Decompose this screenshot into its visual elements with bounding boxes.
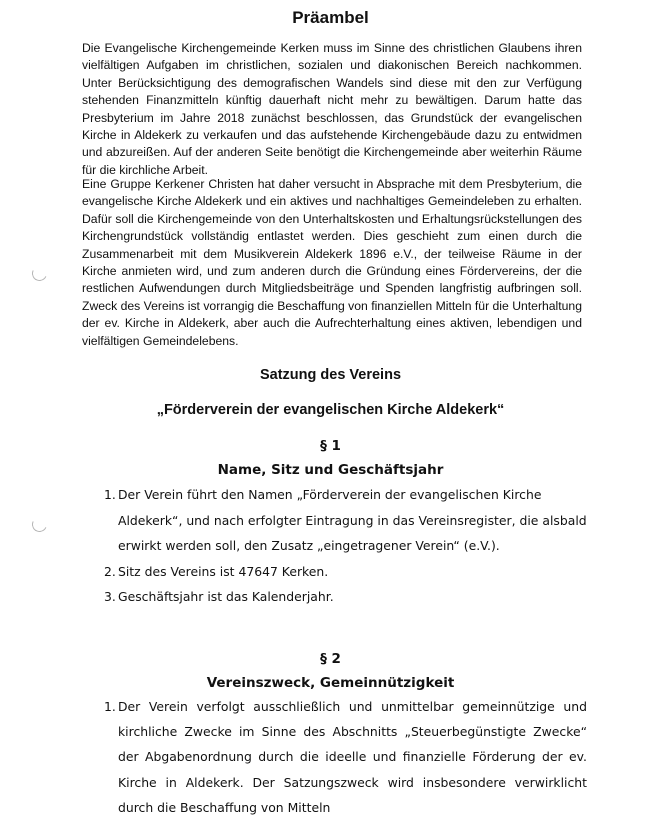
- verein-name-heading: „Förderverein der evangelischen Kirche Aldekerk“: [156, 402, 505, 418]
- section-title: Name, Sitz und Geschäftsjahr: [217, 462, 444, 478]
- list-item-text: Geschäftsjahr ist das Kalenderjahr.: [118, 589, 334, 604]
- section-title: Vereinszweck, Gemeinnützigkeit: [206, 675, 455, 691]
- list-item: [82, 584, 587, 610]
- list-item-text: Der Verein führt den Namen „Förderverein der evangelischen Kirche Aldekerk“, und nach erfolgter Eintragung in das Vereinsregister, die alsbald erwirkt werden soll, den Zusatz „eingetragener Verein“ (e.V.).: [118, 487, 587, 553]
- list-item-number: 3.: [104, 589, 116, 604]
- list-item-text: Sitz des Vereins ist 47647 Kerken.: [118, 563, 329, 579]
- list-item: [82, 694, 587, 820]
- section-number: § 2: [320, 651, 341, 667]
- praeambel-title: Präambel: [292, 8, 369, 27]
- section-number: § 1: [320, 438, 341, 454]
- list-item-number: 1.: [104, 699, 116, 714]
- praeambel-paragraph-1: Die Evangelische Kirchengemeinde Kerken muss im Sinne des christlichen Glaubens ihren vielfältigen Aufgaben im christlichen, sozialen und diakonischen Bereich nachkommen. Unter Berücksichtigung des demografischen Wandels sind diese mit den zur Verfügung stehenden Finanzmitteln künftig dauerhaft nicht mehr zu bewältigen. Darum hatte das Presbyterium im Jahre 2018 zunächst beschlossen, das Grundstück der evangelischen Kirche in Aldekerk zu verkaufen und das aufstehende Kirchengebäude dazu zu entwidmen und abzureißen. Auf der anderen Seite benötigt die Kirchengemeinde aber weiterhin Räume für die kirchliche Arbeit.: [82, 41, 582, 177]
- list-item: [82, 482, 587, 559]
- punch-hole-mark: [30, 264, 49, 283]
- list-item-number: 2.: [104, 563, 116, 579]
- list-item-number: 1.: [104, 487, 116, 502]
- satzung-title: Satzung des Vereins: [259, 367, 402, 383]
- punch-hole-mark: [30, 515, 49, 534]
- section-2-list: [82, 694, 587, 820]
- section-1-list: [82, 482, 587, 610]
- list-item-text: Der Verein verfolgt ausschließlich und unmittelbar gemeinnützige und kirchliche Zwecke im Sinne des Abschnitts „Steuerbegünstigte Zwecke“ der Abgabenordnung durch die ideelle und finanzielle Förderung der ev. Kirche in Aldekerk. Der Satzungszweck wird insbesondere verwirklicht durch die Beschaffung von Mitteln: [118, 699, 587, 815]
- praeambel-paragraph-2: Eine Gruppe Kerkener Christen hat daher versucht in Absprache mit dem Presbyterium, die evangelische Kirche Aldekerk und ein aktives und nachhaltiges Gemeindeleben zu erhalten. Dafür soll die Kirchengemeinde von den Unterhaltskosten und Erhaltungsrückstellungen des Kirchengrundstück vollständig entlastet werden. Dies geschieht zum einen durch die Zusammenarbeit mit dem Musikverein Aldekerk 1896 e.V., der teilweise Räume in der Kirche anmieten wird, und zum anderen durch die Gründung eines Fördervereins, der die restlichen Aufwendungen durch Mitgliedsbeiträge und Spenden langfristig aufbringen soll. Zweck des Vereins ist vorrangig die Beschaffung von finanziellen Mitteln für die Unterhaltung der ev. Kirche in Aldekerk, aber auch die Aufrechterhaltung eines aktiven, lebendigen und vielfältigen Gemeindelebens.: [82, 177, 582, 348]
- list-item: [82, 559, 587, 585]
